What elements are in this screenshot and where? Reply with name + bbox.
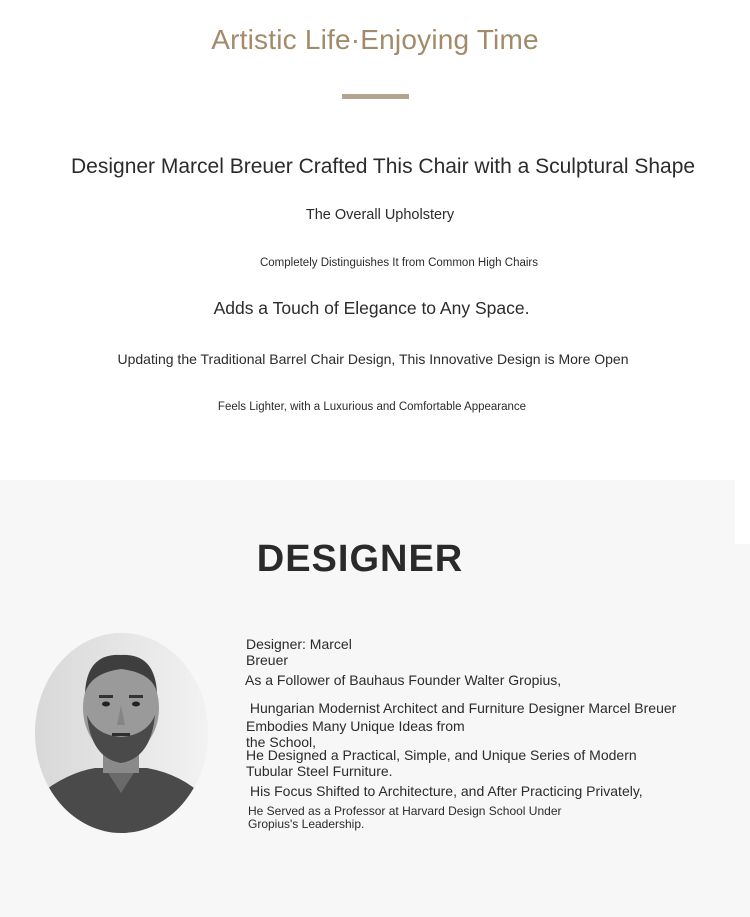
bio-line: He Designed a Practical, Simple, and Unique Series of Modern [246, 747, 637, 763]
bio-line: Embodies Many Unique Ideas from [246, 718, 465, 734]
bio-line: Tubular Steel Furniture. [246, 763, 393, 779]
bio-line: Hungarian Modernist Architect and Furniture Designer Marcel Breuer [246, 700, 677, 716]
page-title: Artistic Life·Enjoying Time [211, 24, 539, 55]
designer-portrait [35, 633, 208, 833]
portrait-icon [35, 633, 208, 833]
intro-line: The Overall Upholstery [305, 207, 455, 223]
designer-heading: DESIGNER [256, 538, 464, 580]
intro-line: Feels Lighter, with a Luxurious and Comfortable Appearance [217, 401, 527, 413]
bio-line: Gropius's Leadership. [248, 817, 365, 831]
section-edge [735, 480, 750, 544]
bio-line: Designer: Marcel [246, 636, 352, 652]
intro-line: Adds a Touch of Elegance to Any Space. [213, 298, 530, 318]
designer-section [0, 480, 750, 917]
bio-line: His Focus Shifted to Architecture, and After Practicing Privately, [250, 783, 643, 799]
intro-line: Completely Distinguishes It from Common High Chairs [259, 257, 538, 269]
bio-line: Breuer [246, 652, 289, 668]
intro-line: Designer Marcel Breuer Crafted This Chair with a Sculptural Shape [71, 155, 696, 178]
bio-line: the School, [246, 734, 317, 750]
bio-line: As a Follower of Bauhaus Founder Walter Gropius, [245, 672, 562, 688]
intro-line: Updating the Traditional Barrel Chair Design, This Innovative Design is More Open [117, 351, 629, 367]
title-underline [342, 94, 409, 99]
bio-line: He Served as a Professor at Harvard Design School Under [248, 804, 562, 818]
